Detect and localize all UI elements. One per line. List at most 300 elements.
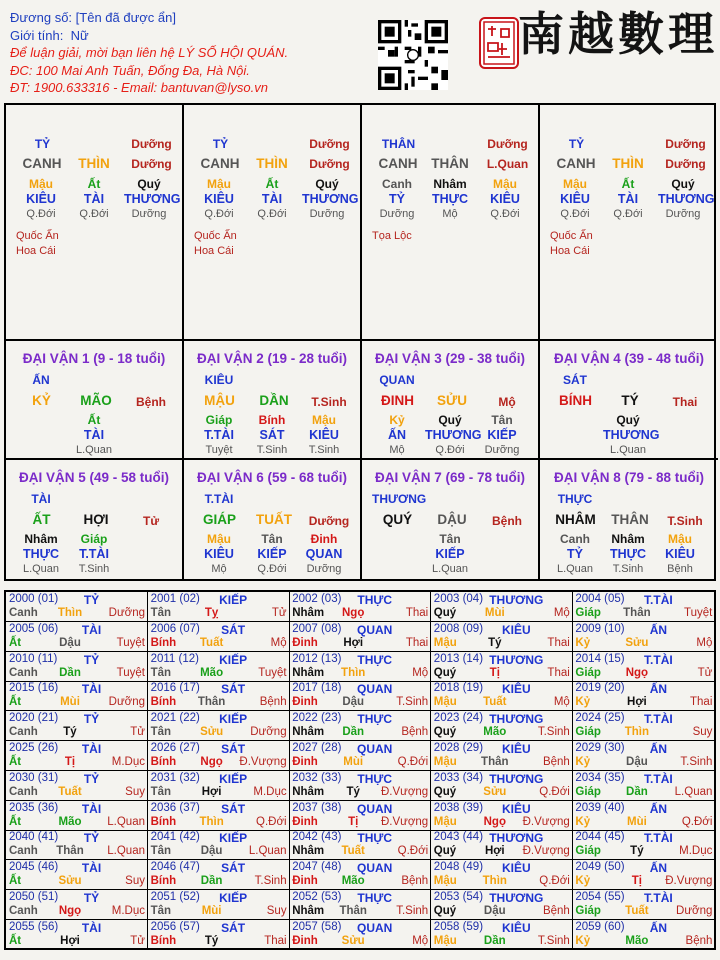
dai-van-stem: KỶ: [32, 393, 51, 408]
year-label: 2032 (33): [292, 771, 342, 784]
year-detail-row: [292, 786, 428, 798]
hidden-state: Tuyệt: [205, 444, 233, 456]
year-branch: Mão: [200, 666, 224, 679]
year-branch: Thân: [623, 607, 651, 619]
year-stem: Nhâm: [292, 845, 325, 858]
year-detail-row: [151, 875, 287, 887]
year-stem: Canh: [9, 785, 38, 798]
year-detail-row: [575, 667, 712, 679]
year-ten-god: SÁT: [221, 920, 246, 935]
year-branch: Tị: [489, 666, 500, 679]
year-label: 2036 (37): [150, 801, 200, 814]
hidden-ten-god: THƯƠNG: [302, 192, 359, 206]
hidden-ten-god: KIÊU: [309, 428, 339, 442]
year-ten-god: THỰC: [357, 593, 392, 607]
year-branch: Mão: [58, 815, 82, 828]
year-branch: Tị: [631, 875, 642, 888]
dai-van-title: ĐẠI VẬN 6 (59 - 68 tuổi): [196, 470, 348, 485]
year-branch: Hợi: [201, 785, 222, 798]
year-ten-god: THƯƠNG: [489, 712, 544, 727]
dai-van-ten-god: TÀI: [31, 492, 51, 506]
year-state: Tuyệt: [116, 636, 145, 649]
year-state: Đ.Vượng: [522, 845, 570, 858]
year-stem: Mậu: [433, 636, 457, 649]
year-state: Mộ: [696, 636, 713, 649]
hidden-state: Mộ: [211, 563, 227, 575]
hidden-ten-god: KIÊU: [665, 547, 695, 561]
year-label: 2033 (34): [433, 771, 484, 784]
year-state: M.Dục: [111, 905, 145, 917]
dai-van-state: T.Sinh: [667, 514, 703, 528]
year-stem: Tân: [150, 785, 172, 798]
year-stem: Quý: [433, 785, 457, 798]
hidden-ten-god: TÀI: [617, 192, 639, 206]
year-detail-row: [434, 756, 570, 768]
year-cell: [289, 711, 431, 741]
year-branch: Ngọ: [58, 905, 82, 917]
year-branch: Thân: [339, 905, 367, 917]
hidden-ten-god: QUAN: [305, 547, 343, 561]
pillar-ten-god: TỶ: [212, 137, 229, 151]
dai-van-branch: TÝ: [621, 393, 639, 408]
year-detail-row: [151, 696, 287, 708]
year-cell: [431, 741, 573, 771]
hidden-stem: Quý: [671, 177, 695, 191]
year-ten-god: KIÊU: [501, 742, 531, 756]
year-detail-row: [575, 607, 712, 619]
year-label: 2052 (53): [292, 891, 342, 903]
hidden-ten-god: T.TÀI: [79, 547, 109, 561]
year-stem: Bính: [150, 815, 177, 828]
year-ten-god: ẤN: [649, 682, 668, 697]
year-label: 2057 (58): [292, 920, 342, 933]
pillar-star: Quốc Ấn: [550, 230, 593, 242]
year-branch: Hợi: [343, 636, 364, 649]
dai-van-ten-god: QUAN: [379, 373, 415, 387]
hidden-ten-god: TÀI: [83, 428, 105, 442]
year-cell: [6, 681, 148, 711]
year-state: Thai: [690, 696, 713, 709]
dai-van-cell: [184, 460, 362, 579]
year-state: Suy: [125, 785, 145, 798]
year-detail-row: [575, 905, 712, 917]
year-detail-row: [575, 637, 712, 649]
hidden-ten-god: THƯƠNG: [658, 192, 715, 206]
hidden-stem: Mậu: [312, 413, 336, 427]
year-stem: Quý: [433, 726, 457, 739]
year-state: Mộ: [553, 607, 570, 619]
year-ten-god: THƯƠNG: [489, 593, 544, 607]
hidden-state: L.Quan: [609, 444, 647, 456]
year-ten-god: TỶ: [83, 593, 100, 607]
hidden-state: Dưỡng: [484, 444, 520, 456]
year-cell: [289, 771, 431, 801]
year-cell: [431, 711, 573, 741]
year-branch: Hợi: [627, 696, 647, 709]
dai-van-stem: ẤT: [32, 512, 51, 527]
year-cell: [289, 622, 431, 652]
year-label: 2028 (29): [433, 742, 484, 754]
year-stem: Nhâm: [292, 785, 325, 798]
year-cell: [572, 622, 714, 652]
year-ten-god: THƯƠNG: [489, 771, 544, 786]
year-branch: Thân: [481, 756, 509, 768]
year-cell: [572, 801, 714, 831]
year-cell: [289, 860, 431, 890]
owner-value: [Tên đã được ẩn]: [75, 10, 176, 25]
year-ten-god: KIÊU: [501, 861, 531, 876]
dai-van-cell: [540, 460, 718, 579]
year-state: L.Quan: [674, 785, 713, 798]
year-ten-god: TÀI: [81, 682, 102, 697]
year-detail-row: [9, 786, 145, 798]
year-branch: Dậu: [483, 905, 506, 917]
dai-van-state: Tử: [142, 514, 160, 528]
year-stem: Ất: [9, 815, 22, 828]
year-branch: Dậu: [200, 845, 223, 858]
year-state: Tử: [271, 607, 287, 619]
year-label: 2027 (28): [292, 742, 342, 754]
dai-van-state: Dưỡng: [308, 514, 350, 528]
year-cell: [289, 681, 431, 711]
pillar-column: [6, 105, 184, 339]
year-stem: Giáp: [575, 785, 601, 798]
year-branch: Dần: [59, 666, 81, 679]
year-stem: Tân: [150, 726, 172, 739]
year-branch: Mùi: [201, 905, 222, 917]
hidden-state: Q.Đới: [613, 208, 643, 220]
year-label: 2014 (15): [575, 652, 625, 665]
year-label: 2003 (04): [433, 593, 484, 605]
dai-van-title: ĐẠI VẬN 1 (9 - 18 tuổi): [22, 351, 166, 366]
hidden-stem: Tân: [491, 413, 513, 427]
year-cell: [148, 830, 290, 860]
dai-van-cell: [362, 341, 540, 460]
year-detail-row: [151, 756, 287, 768]
phone-email-line: ĐT: 1900.633316 - Email: bantuvan@lyso.vn: [10, 80, 268, 95]
gender-value: Nữ: [70, 27, 89, 43]
year-branch: Ngọ: [200, 756, 223, 768]
year-detail-row: [434, 935, 570, 947]
year-cell: [289, 652, 431, 682]
hidden-ten-god: THƯƠNG: [425, 428, 482, 442]
year-label: 2007 (08): [292, 622, 342, 635]
year-label: 2024 (25): [575, 712, 625, 725]
hidden-stem: Ất: [87, 177, 101, 191]
year-ten-god: T.TÀI: [644, 891, 673, 905]
year-ten-god: ẤN: [649, 861, 668, 876]
annual-luck-table: [4, 590, 716, 950]
pillar-top-state: Dưỡng: [131, 137, 172, 151]
year-ten-god: THƯƠNG: [489, 831, 544, 846]
pillar-top-state: Dưỡng: [665, 137, 706, 151]
year-state: Dưỡng: [676, 905, 713, 917]
year-stem: Giáp: [575, 845, 601, 858]
year-stem: Mậu: [433, 696, 457, 709]
year-detail-row: [151, 726, 287, 738]
year-detail-row: [151, 637, 287, 649]
hidden-ten-god: KIÊU: [26, 192, 56, 206]
year-ten-god: KIÊU: [501, 801, 531, 816]
year-branch: Dần: [342, 726, 365, 739]
year-detail-row: [9, 905, 145, 917]
year-branch: Dần: [483, 934, 506, 947]
year-detail-row: [575, 786, 712, 798]
year-ten-god: TỶ: [83, 652, 100, 667]
year-label: 2055 (56): [9, 920, 59, 933]
year-label: 2025 (26): [9, 742, 59, 754]
year-ten-god: ẤN: [649, 742, 668, 756]
year-detail-row: [292, 726, 428, 738]
year-cell: [572, 681, 714, 711]
year-label: 2049 (50): [575, 861, 625, 874]
year-cell: [289, 741, 431, 771]
dai-van-title: ĐẠI VẬN 7 (69 - 78 tuổi): [374, 470, 526, 485]
year-detail-row: [151, 935, 287, 947]
hidden-ten-god: KIẾP: [435, 547, 465, 561]
hidden-stem: Quý: [315, 177, 339, 191]
dai-van-branch: MÃO: [80, 393, 112, 408]
year-stem: Canh: [9, 607, 38, 619]
year-branch: Sửu: [341, 934, 365, 947]
year-ten-god: SÁT: [221, 861, 246, 876]
hidden-state: L.Quan: [431, 563, 469, 575]
dai-van-state: Bệnh: [492, 514, 522, 528]
hidden-stem: Mậu: [207, 532, 231, 546]
year-detail-row: [434, 845, 570, 857]
year-detail-row: [292, 845, 428, 857]
year-label: 2011 (12): [150, 652, 199, 665]
year-ten-god: QUAN: [357, 682, 393, 697]
year-cell: [6, 860, 148, 890]
year-state: Đ.Vượng: [522, 815, 570, 828]
year-branch: Sửu: [625, 636, 649, 649]
dai-van-state: Mộ: [498, 395, 516, 409]
year-detail-row: [292, 905, 428, 917]
year-branch: Thìn: [482, 875, 507, 888]
year-ten-god: KIÊU: [501, 920, 531, 935]
year-label: 2059 (60): [575, 920, 625, 933]
pillar-stem: CANH: [378, 156, 418, 171]
hidden-stem: Giáp: [205, 413, 233, 427]
year-label: 2038 (39): [433, 801, 484, 814]
year-branch: Mão: [483, 726, 507, 739]
year-label: 2009 (10): [575, 622, 625, 635]
pillar-star: Hoa Cái: [16, 245, 56, 257]
year-stem: Bính: [150, 696, 177, 709]
dai-van-title: ĐẠI VẬN 5 (49 - 58 tuổi): [18, 470, 170, 485]
year-state: Thai: [405, 636, 429, 649]
year-detail-row: [9, 875, 145, 887]
pillar-ten-god: TỶ: [568, 137, 585, 151]
year-detail-row: [434, 905, 570, 917]
hidden-stem: Mậu: [563, 177, 587, 191]
pillar-branch-state: L.Quan: [486, 157, 529, 171]
hidden-stem: Nhâm: [433, 177, 467, 191]
year-state: Mộ: [412, 934, 429, 947]
year-detail-row: [9, 637, 145, 649]
year-state: T.Sinh: [680, 756, 713, 768]
year-stem: Ất: [9, 756, 22, 768]
dai-van-title: ĐẠI VẬN 8 (79 - 88 tuổi): [553, 470, 705, 485]
year-label: 2017 (18): [292, 682, 342, 695]
dai-van-grid: [4, 341, 716, 581]
year-detail-row: [9, 607, 145, 619]
year-ten-god: SÁT: [221, 742, 246, 756]
year-ten-god: TỶ: [83, 891, 100, 905]
year-stem: Nhâm: [292, 726, 325, 739]
year-stem: Ất: [9, 636, 22, 649]
dai-van-state: Bệnh: [136, 395, 166, 409]
year-state: Dưỡng: [108, 607, 145, 619]
year-label: 2048 (49): [433, 861, 484, 874]
year-cell: [431, 801, 573, 831]
hidden-stem: Canh: [382, 177, 412, 191]
year-cell: [6, 920, 148, 950]
dai-van-cell: [6, 341, 184, 460]
year-label: 2013 (14): [433, 652, 484, 665]
pillar-star: Hoa Cái: [550, 245, 590, 257]
pillar-ten-god: THÂN: [381, 137, 416, 151]
year-stem: Kỷ: [575, 934, 591, 947]
year-detail-row: [292, 637, 428, 649]
year-state: T.Sinh: [254, 875, 287, 888]
hidden-stem: Ất: [265, 177, 279, 191]
dai-van-branch: TUẤT: [256, 512, 292, 527]
year-stem: Nhâm: [292, 607, 325, 619]
year-cell: [148, 860, 290, 890]
year-stem: Nhâm: [292, 666, 325, 679]
year-label: 2043 (44): [433, 831, 484, 844]
year-state: Bệnh: [401, 726, 429, 739]
year-cell: [148, 652, 290, 682]
year-stem: Nhâm: [292, 905, 325, 917]
dai-van-state: Thai: [672, 395, 698, 409]
year-label: 2047 (48): [292, 861, 342, 874]
year-detail-row: [151, 786, 287, 798]
year-branch: Dần: [626, 785, 648, 798]
year-ten-god: THỰC: [357, 652, 392, 667]
year-state: Tử: [130, 934, 145, 947]
year-detail-row: [434, 607, 570, 619]
year-detail-row: [434, 726, 570, 738]
pillar-top-state: Dưỡng: [487, 137, 528, 151]
year-label: 2020 (21): [9, 712, 59, 725]
year-label: 2023 (24): [433, 712, 484, 725]
year-stem: Tân: [150, 607, 172, 619]
year-stem: Tân: [150, 905, 172, 917]
address-line: ĐC: 100 Mai Anh Tuấn, Đống Đa, Hà Nội.: [10, 62, 250, 78]
year-branch: Tuất: [483, 696, 507, 709]
hidden-ten-god: TỶ: [567, 547, 583, 561]
year-stem: Tân: [150, 845, 172, 858]
year-ten-god: QUAN: [357, 920, 393, 935]
year-detail-row: [292, 667, 428, 679]
dai-van-branch: DẬU: [437, 512, 467, 527]
hidden-stem: Nhâm: [611, 532, 645, 546]
pillar-star: Hoa Cái: [194, 245, 234, 257]
year-ten-god: KIẾP: [219, 712, 248, 727]
hidden-ten-god: KIÊU: [560, 192, 590, 206]
year-detail-row: [434, 696, 570, 708]
pillar-star: Quốc Ấn: [16, 230, 59, 242]
dai-van-title: ĐẠI VẬN 2 (19 - 28 tuổi): [196, 351, 348, 366]
year-branch: Dậu: [342, 696, 365, 709]
hidden-stem: Mậu: [207, 177, 231, 191]
year-ten-god: KIẾP: [219, 891, 248, 905]
year-branch: Tị: [64, 756, 76, 768]
hidden-state: Bệnh: [667, 563, 693, 575]
year-label: 2006 (07): [150, 622, 200, 635]
year-label: 2037 (38): [292, 801, 342, 814]
dai-van-branch: HỢI: [83, 512, 109, 527]
dai-van-title: ĐẠI VẬN 4 (39 - 48 tuổi): [553, 351, 705, 366]
year-branch: Tuất: [625, 905, 649, 917]
year-cell: [148, 920, 290, 950]
year-cell: [148, 592, 290, 622]
year-cell: [572, 860, 714, 890]
year-branch: Mùi: [484, 607, 505, 619]
year-state: T.Sinh: [537, 934, 570, 947]
hidden-state: Dưỡng: [131, 208, 167, 220]
year-ten-god: QUAN: [357, 742, 393, 756]
hidden-ten-god: THỰC: [22, 547, 60, 561]
pillar-column: [362, 105, 540, 339]
year-ten-god: QUAN: [357, 861, 393, 876]
hidden-state: Dưỡng: [665, 208, 701, 220]
year-branch: Sửu: [200, 726, 224, 739]
year-stem: Canh: [9, 905, 38, 917]
year-ten-god: SÁT: [221, 622, 246, 637]
year-detail-row: [575, 696, 712, 708]
hidden-ten-god: KIẾP: [257, 547, 287, 561]
hidden-state: Q.Đới: [204, 208, 234, 220]
hidden-ten-god: THƯƠNG: [124, 192, 181, 206]
dai-van-ten-god: ẤN: [32, 373, 50, 387]
qr-code-icon[interactable]: [378, 20, 448, 90]
dai-van-ten-god: KIÊU: [204, 373, 234, 387]
year-ten-god: TÀI: [81, 920, 102, 935]
year-branch: Thân: [56, 845, 84, 858]
pillar-column: [184, 105, 362, 339]
year-state: Suy: [692, 726, 713, 739]
year-detail-row: [434, 816, 570, 828]
year-label: 2019 (20): [575, 682, 625, 695]
year-stem: Kỷ: [575, 636, 591, 649]
year-cell: [572, 711, 714, 741]
year-branch: Thìn: [57, 607, 83, 619]
year-detail-row: [9, 667, 145, 679]
year-cell: [431, 860, 573, 890]
year-label: 2046 (47): [150, 861, 200, 874]
year-state: Bệnh: [259, 696, 287, 709]
year-detail-row: [151, 845, 287, 857]
year-label: 2039 (40): [575, 801, 625, 814]
dai-van-ten-god: T.TÀI: [204, 492, 234, 506]
year-label: 2029 (30): [575, 742, 625, 754]
year-state: Bệnh: [542, 756, 570, 768]
year-label: 2012 (13): [292, 652, 342, 665]
hidden-stem: Kỷ: [389, 413, 405, 427]
year-branch: Thân: [197, 696, 226, 709]
year-cell: [431, 771, 573, 801]
year-stem: Quý: [433, 607, 457, 619]
year-stem: Đinh: [292, 875, 318, 888]
year-label: 2054 (55): [575, 891, 625, 903]
brand-title: 南越數理: [518, 7, 718, 61]
year-state: Thai: [405, 607, 429, 619]
year-branch: Tý: [204, 934, 219, 947]
